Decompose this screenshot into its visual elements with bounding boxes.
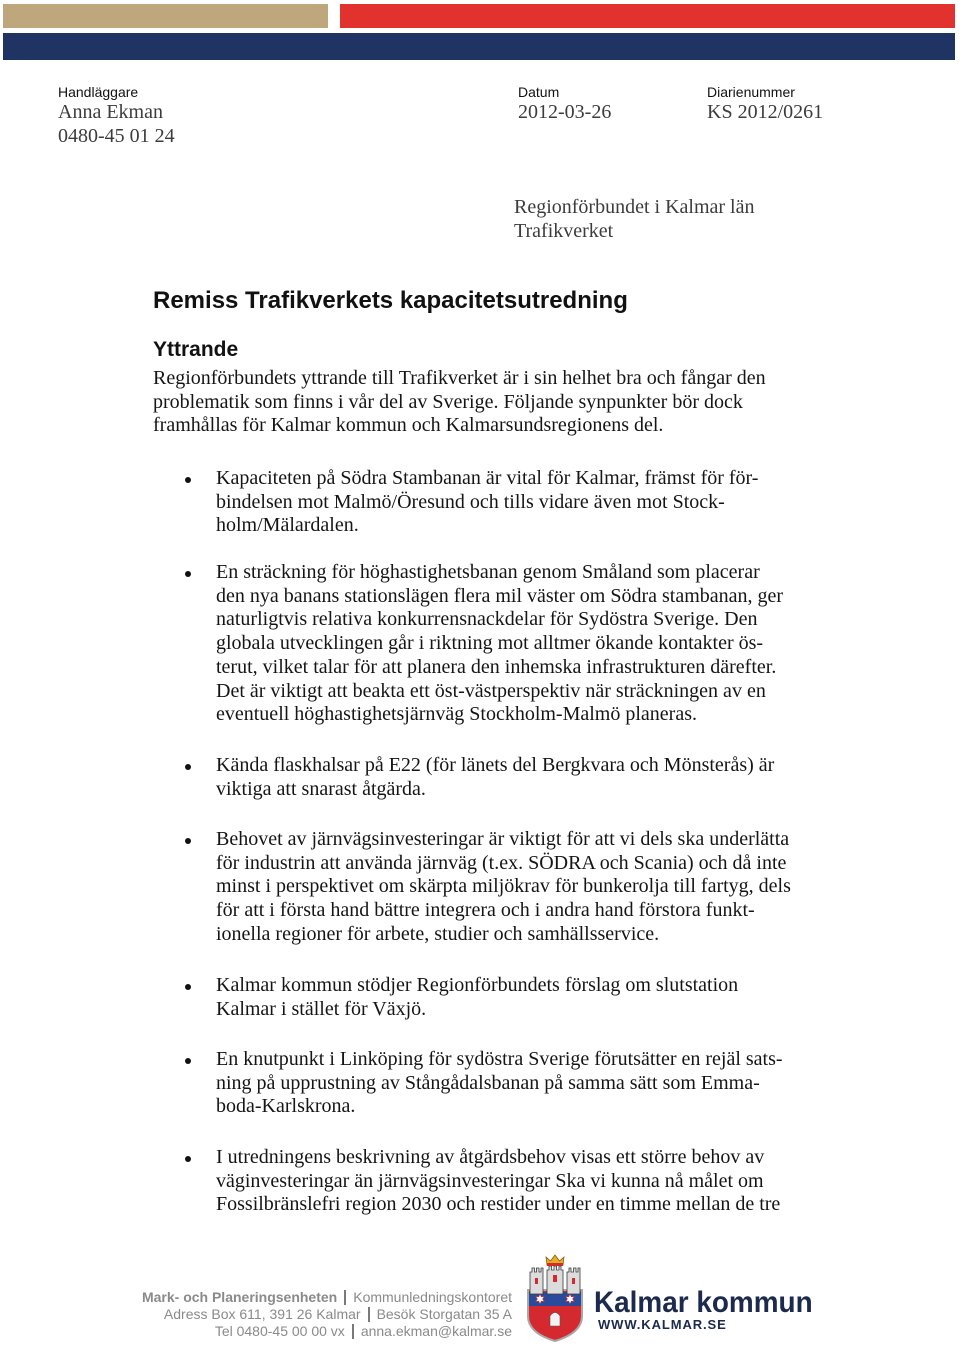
footer-row xyxy=(142,1289,512,1306)
bullet-line: ionella regioner för arbete, studier och samhällsservice. xyxy=(216,922,660,945)
bullet-icon xyxy=(185,764,191,770)
datum-value: 2012-03-26 xyxy=(518,101,612,123)
logo-wordmark: Kalmar kommun xyxy=(594,1286,813,1319)
bullet-icon xyxy=(185,1058,191,1064)
bullet-line: terut, vilket talar för att planera den inhemska infrastrukturen därefter. xyxy=(216,655,777,678)
bullet-line: viktiga att snarast åtgärda. xyxy=(216,777,426,800)
bullet-item xyxy=(216,1048,783,1119)
bullet-line: Kalmar i stället för Växjö. xyxy=(216,997,427,1020)
bullet-line: Det är viktigt att beakta ett öst-västperspektiv när sträckningen av en xyxy=(216,679,766,702)
intro-line: problematik som finns i vår del av Sverige. Följande synpunkter bör dock xyxy=(153,390,743,413)
footer-row xyxy=(142,1306,512,1323)
bullet-line: eventuell höghastighetsjärnväg Stockholm-Malmö planeras. xyxy=(216,703,697,726)
bullet-item xyxy=(216,561,783,727)
intro-paragraph xyxy=(153,367,766,438)
header-bar-tan xyxy=(3,4,328,28)
footer-visit: Besök Storgatan 35 A xyxy=(376,1306,512,1322)
handlaggare-label: Handläggare xyxy=(58,84,139,100)
footer-separator xyxy=(352,1324,354,1339)
footer-unit: Mark- och Planeringsenheten xyxy=(141,1289,338,1305)
intro-line: framhållas för Kalmar kommun och Kalmarsundsregionens del. xyxy=(153,414,664,437)
logo-website: WWW.KALMAR.SE xyxy=(598,1317,727,1332)
kalmar-crest-icon xyxy=(526,1254,584,1342)
header-bar-red xyxy=(340,4,955,28)
footer-phone: Tel 0480-45 00 00 vx xyxy=(214,1323,345,1339)
bullet-line: Fossilbränslefri region 2030 och restider under en timme mellan de tre xyxy=(216,1193,781,1216)
document-title: Remiss Trafikverkets kapacitetsutredning xyxy=(153,287,628,314)
bullet-item xyxy=(216,828,791,947)
bullet-line: bindelsen mot Malmö/Öresund och tills vidare även mot Stock- xyxy=(216,490,725,513)
bullet-line: naturligtvis relativa konkurrensnackdelar för Sydöstra Sverige. Den xyxy=(216,608,758,631)
bullet-line: ning på upprustning av Stångådalsbanan på samma sätt som Emma- xyxy=(216,1071,760,1094)
bullet-line: minst i perspektivet om skärpta miljökrav för bunkerolja till fartyg, dels xyxy=(216,875,791,898)
handlaggare-phone: 0480-45 01 24 xyxy=(58,125,175,147)
diarienummer-value: KS 2012/0261 xyxy=(707,101,824,123)
footer-row xyxy=(142,1323,512,1340)
bullet-line: En knutpunkt i Linköping för sydöstra Sverige förutsätter en rejäl sats- xyxy=(216,1048,783,1070)
bullet-icon xyxy=(185,1156,191,1162)
bullet-item xyxy=(216,1146,780,1217)
header-bar-navy xyxy=(3,33,955,60)
intro-line: Regionförbundets yttrande till Trafikverket är i sin helhet bra och fångar den xyxy=(153,367,766,389)
recipient-line: Regionförbundet i Kalmar län xyxy=(514,196,755,218)
bullet-line: den nya banans stationslägen flera mil väster om Södra stambanan, ger xyxy=(216,584,784,607)
bullet-icon xyxy=(185,984,191,990)
bullet-icon xyxy=(185,477,191,483)
bullet-item xyxy=(216,974,738,1021)
bullet-line: Kapaciteten på Södra Stambanan är vital för Kalmar, främst för för- xyxy=(216,467,759,489)
bullet-item xyxy=(216,754,774,801)
bullet-line: för industrin att använda järnväg (t.ex. SÖDRA och Scania) och då inte xyxy=(216,851,787,874)
footer-contact xyxy=(142,1289,512,1340)
bullet-line: holm/Mälardalen. xyxy=(216,514,359,537)
crest-gate xyxy=(550,1313,560,1327)
footer-email: anna.ekman@kalmar.se xyxy=(360,1323,512,1339)
bullet-line: Kända flaskhalsar på E22 (för länets del Bergkvara och Mönsterås) är xyxy=(216,754,775,776)
crest-crown xyxy=(546,1255,564,1266)
footer-separator xyxy=(344,1290,346,1305)
bullet-icon xyxy=(185,571,191,577)
footer-separator xyxy=(368,1307,370,1322)
bullet-line: väginvesteringar än järnvägsinvesteringar Ska vi kunna nå målet om xyxy=(216,1169,764,1192)
datum-label: Datum xyxy=(518,84,560,100)
bullet-line: boda-Karlskrona. xyxy=(216,1095,356,1118)
bullet-line: I utredningens beskrivning av åtgärdsbehov visas ett större behov av xyxy=(216,1146,765,1168)
bullet-line: för att i första hand bättre integrera och i andra hand förstora funkt- xyxy=(216,899,755,922)
bullet-line: globala utvecklingen går i riktning mot alltmer ökande kontakter ös- xyxy=(216,632,764,655)
section-heading: Yttrande xyxy=(153,338,239,361)
footer-address: Adress Box 611, 391 26 Kalmar xyxy=(163,1306,361,1322)
bullet-line: Kalmar kommun stödjer Regionförbundets förslag om slutstation xyxy=(216,974,739,996)
recipient-line: Trafikverket xyxy=(514,220,614,242)
handlaggare-name: Anna Ekman xyxy=(58,101,163,123)
bullet-item xyxy=(216,467,758,538)
bullet-line: Behovet av järnvägsinvesteringar är viktigt för att vi dels ska underlätta xyxy=(216,828,790,850)
footer-office: Kommunledningskontoret xyxy=(353,1289,512,1305)
bullet-line: En sträckning för höghastighetsbanan genom Småland som placerar xyxy=(216,561,760,583)
diarienummer-label: Diarienummer xyxy=(707,84,795,100)
bullet-icon xyxy=(185,838,191,844)
